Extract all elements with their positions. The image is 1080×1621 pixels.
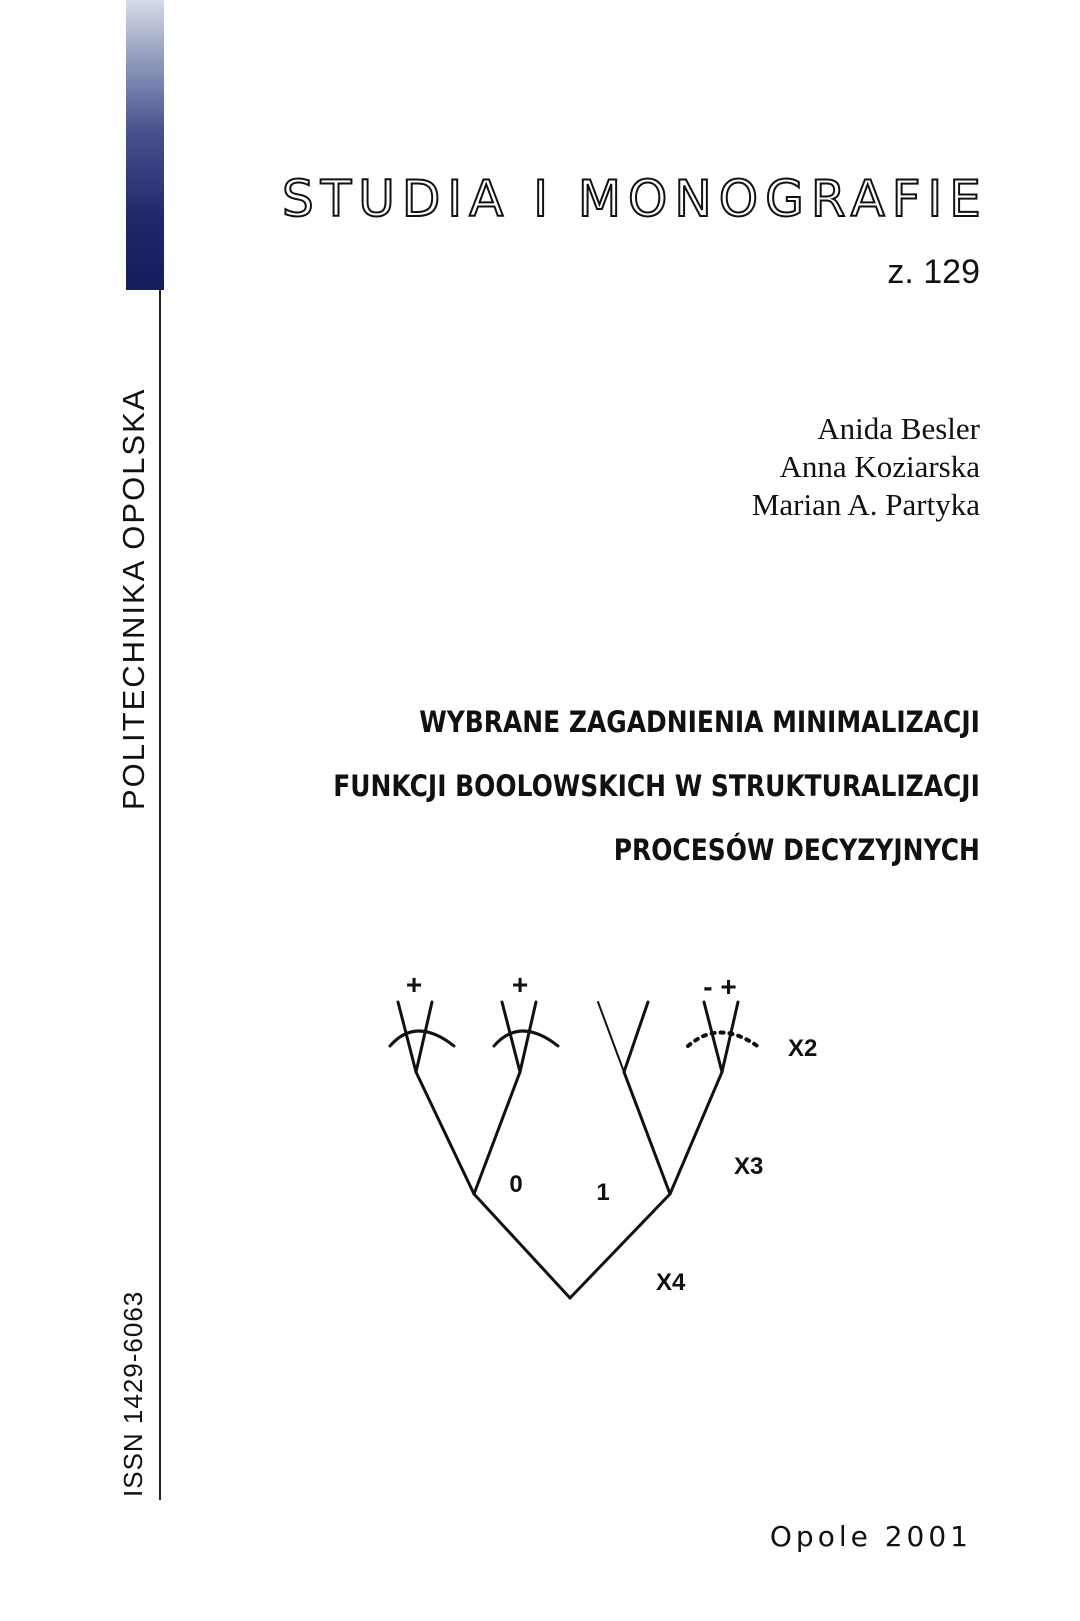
title-line: FUNKCJI BOOLOWSKICH W STRUKTURALIZACJI [333, 769, 980, 803]
dotted-arc [688, 1032, 760, 1048]
book-title [333, 690, 980, 882]
tree-edge [520, 1002, 536, 1072]
edge-label: 1 [596, 1179, 610, 1206]
tree-edge [416, 1002, 432, 1072]
tree-edge [598, 1002, 624, 1072]
spine-divider-line [159, 290, 161, 1500]
tree-edge [704, 1002, 722, 1072]
sign-label: + [511, 969, 529, 1000]
publisher-name: POLITECHNIKA OPOLSKA [116, 387, 151, 810]
tree-edge [416, 1072, 474, 1194]
author-name: Marian A. Partyka [751, 487, 980, 522]
sign-label: - + [703, 971, 737, 1002]
tree-edge [474, 1194, 570, 1298]
author-name: Anna Koziarska [779, 449, 980, 484]
tree-edge [624, 1072, 670, 1194]
issue-number: z. 129 [887, 253, 980, 291]
variable-label: X3 [734, 1153, 764, 1180]
variable-label: X4 [656, 1269, 686, 1296]
place-and-year: Opole 2001 [769, 1520, 972, 1553]
author-list [752, 410, 980, 524]
title-line: WYBRANE ZAGADNIENIA MINIMALIZACJI [419, 705, 981, 739]
tree-edge [624, 1002, 648, 1072]
sign-label: + [405, 969, 423, 1000]
tree-edge [570, 1194, 670, 1298]
edge-label: 0 [509, 1171, 523, 1198]
issn-number: ISSN 1429-6063 [118, 1290, 148, 1497]
series-title: STUDIA I MONOGRAFIE [282, 170, 988, 228]
tree-edge [670, 1072, 722, 1194]
variable-label: X2 [788, 1035, 818, 1062]
title-line: PROCESÓW DECYZYJNYCH [613, 833, 980, 867]
tree-edge [722, 1002, 738, 1072]
author-name: Anida Besler [817, 411, 980, 446]
spine-color-bar [126, 0, 164, 290]
decision-tree-diagram [370, 960, 870, 1350]
